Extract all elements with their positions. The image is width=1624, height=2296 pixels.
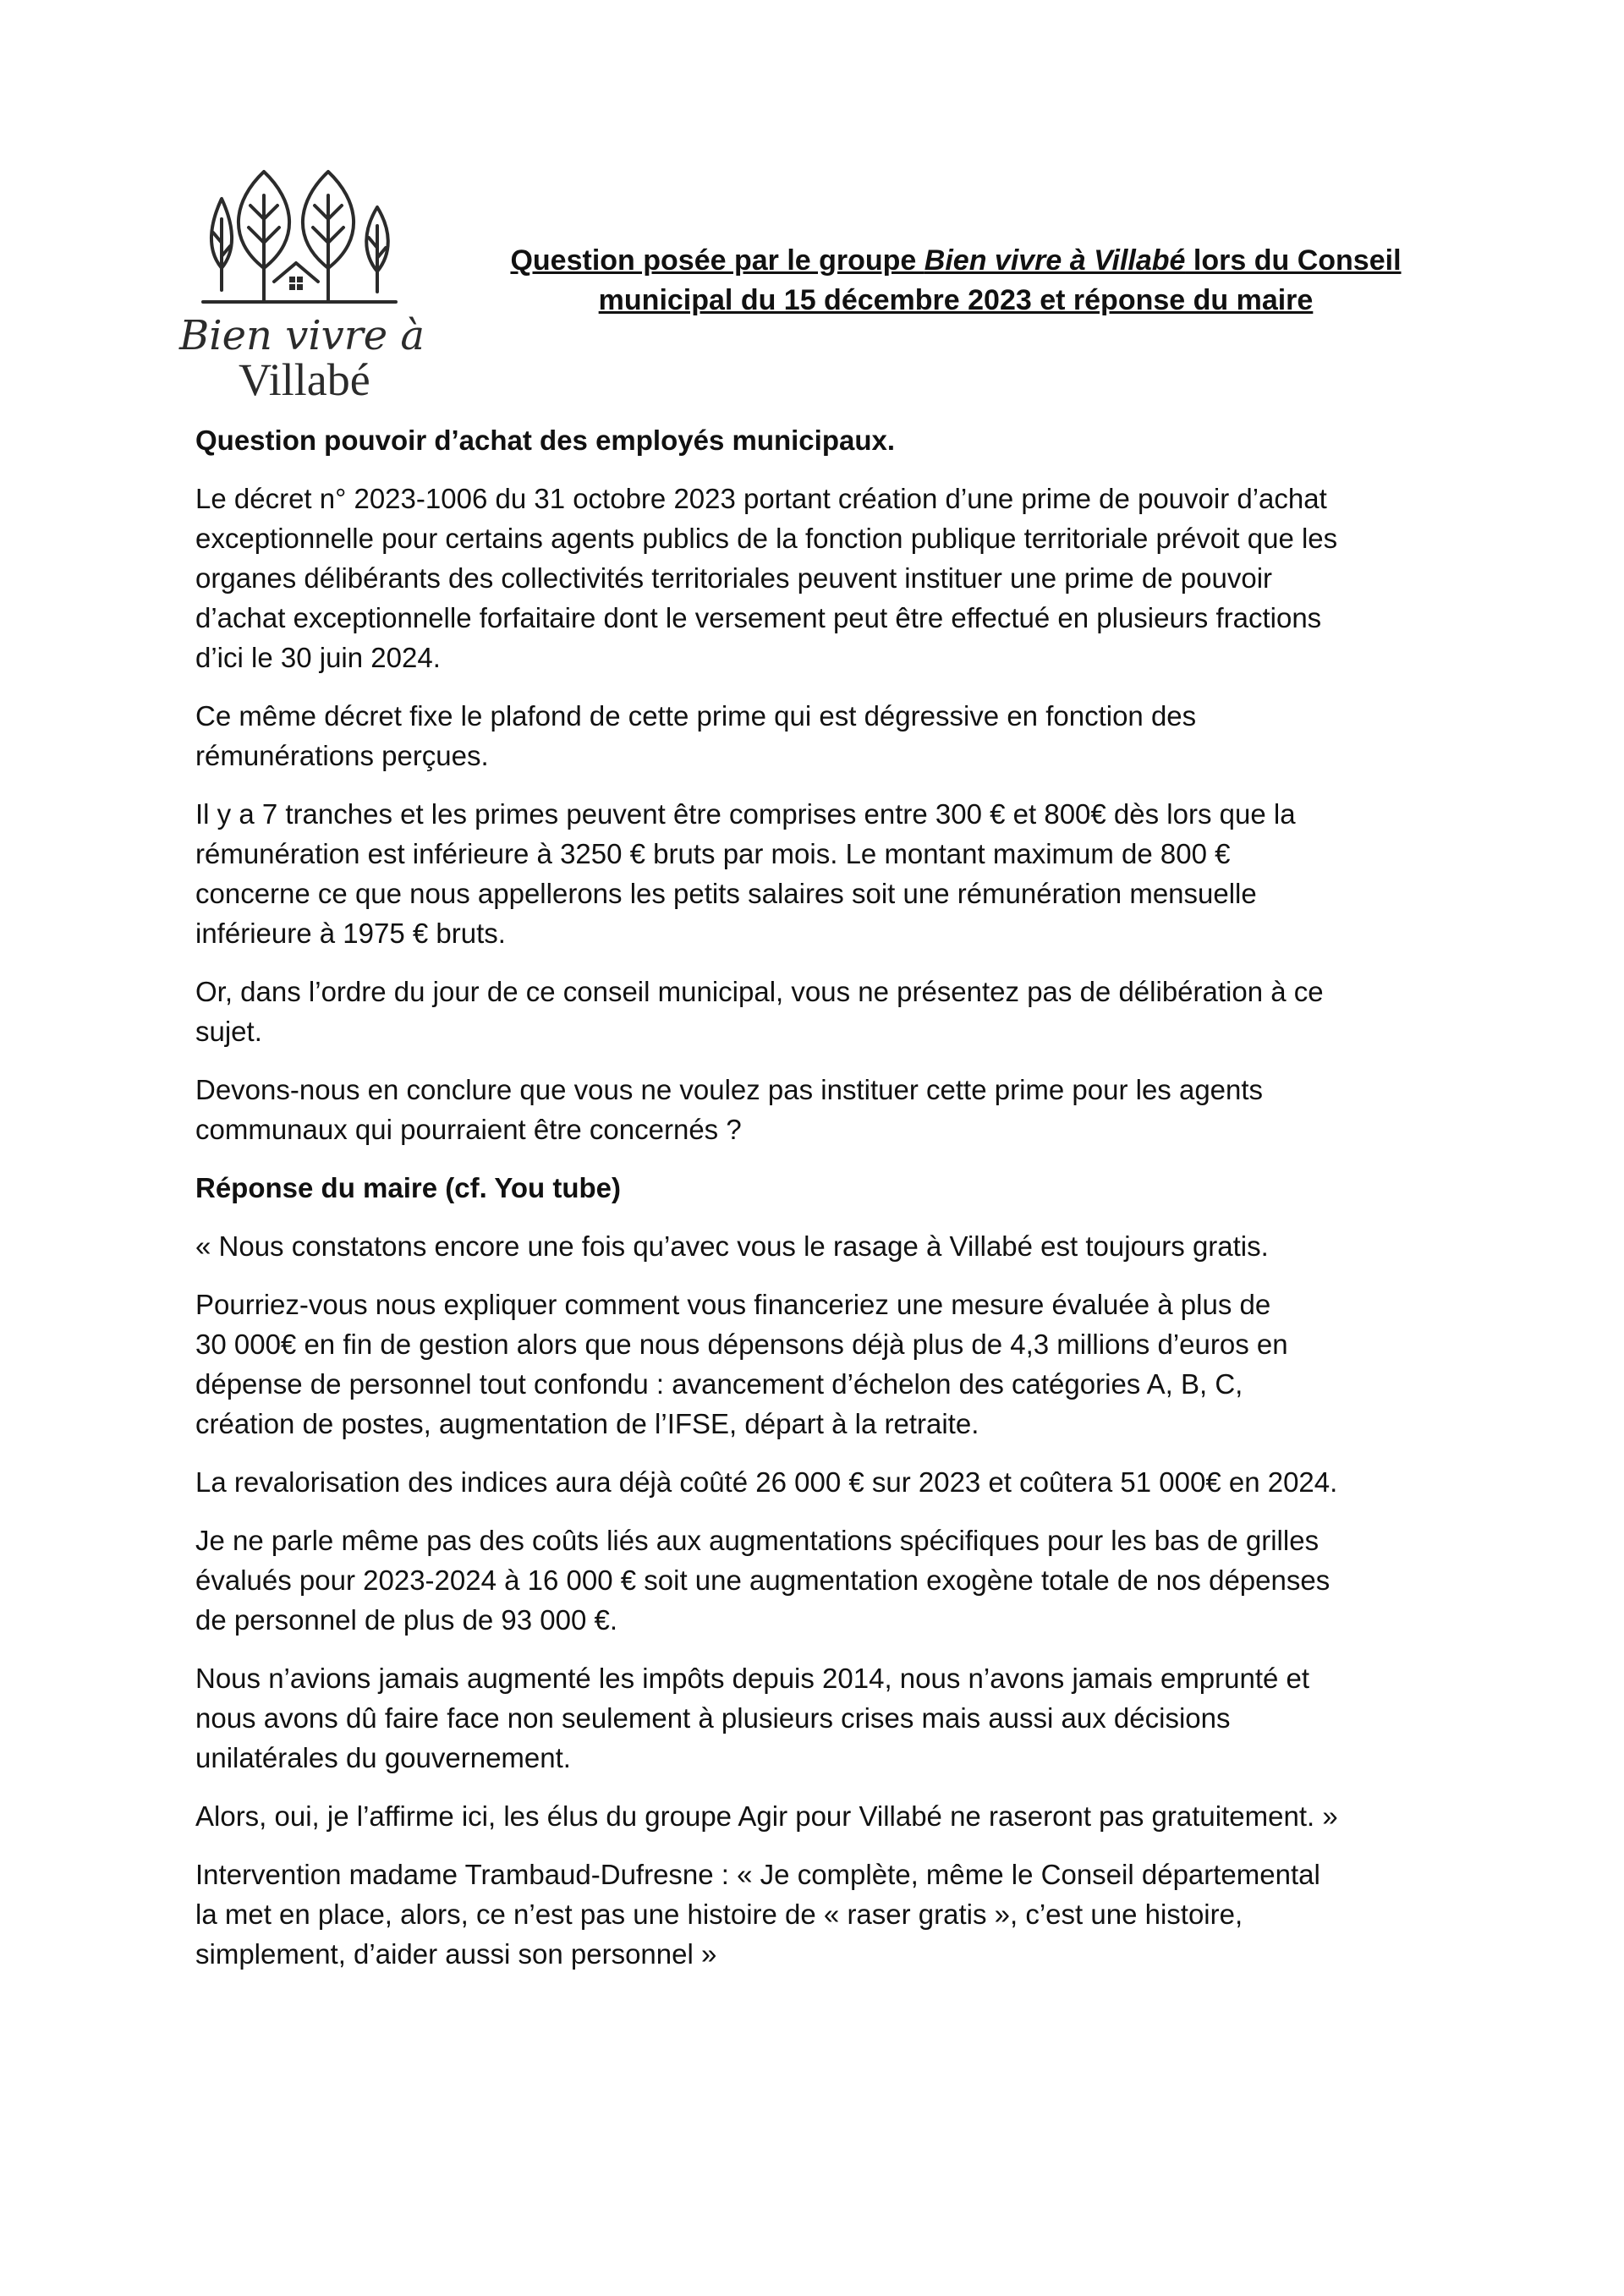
paragraph-line: organes délibérants des collectivités territoriales peuvent instituer une prime de pouvoir <box>195 562 1273 594</box>
title-part1: Question posée par le groupe <box>510 244 924 277</box>
document-title <box>474 241 1438 321</box>
paragraph-line: simplement, d’aider aussi son personnel » <box>195 1938 717 1970</box>
paragraph-line: la met en place, alors, ce n’est pas une histoire de « raser gratis », c’est une histoire, <box>195 1899 1243 1930</box>
title-line2: municipal du 15 décembre 2023 et réponse du maire <box>598 284 1314 316</box>
paragraph-line: dépense de personnel tout confondu : avancement d’échelon des catégories A, B, C, <box>195 1368 1243 1400</box>
paragraph-line: rémunération est inférieure à 3250 € bruts par mois. Le montant maximum de 800 € <box>195 838 1231 869</box>
paragraph-line: d’achat exceptionnelle forfaitaire dont le versement peut être effectué en plusieurs fractions <box>195 602 1322 633</box>
paragraph-line: Devons-nous en conclure que vous ne voulez pas instituer cette prime pour les agents <box>195 1074 1264 1105</box>
question-section <box>195 479 1447 1149</box>
paragraph <box>195 1462 1447 1502</box>
paragraph <box>195 479 1447 677</box>
paragraph-line: inférieure à 1975 € bruts. <box>195 918 506 949</box>
paragraph-line: « Nous constatons encore une fois qu’avec vous le rasage à Villabé est toujours gratis. <box>195 1230 1269 1262</box>
paragraph <box>195 1070 1447 1149</box>
paragraph <box>195 1855 1447 1974</box>
paragraph <box>195 1796 1447 1836</box>
paragraph <box>195 696 1447 775</box>
logo-tagline: Bien vivre à <box>179 312 425 359</box>
paragraph-line: sujet. <box>195 1016 262 1047</box>
paragraph-line: La revalorisation des indices aura déjà coûté 26 000 € sur 2023 et coûtera 51 000€ en 2024. <box>195 1466 1338 1498</box>
answer-heading: Réponse du maire (cf. You tube) <box>195 1172 622 1203</box>
paragraph <box>195 1285 1447 1444</box>
title-group-name: Bien vivre à Villabé <box>924 244 1186 277</box>
paragraph-line: Le décret n° 2023-1006 du 31 octobre 2023 portant création d’une prime de pouvoir d’achat <box>195 483 1327 514</box>
logo-town: Villabé <box>239 354 370 402</box>
paragraph-line: Il y a 7 tranches et les primes peuvent être comprises entre 300 € et 800€ dès lors que la <box>195 798 1296 830</box>
paragraph <box>195 794 1447 953</box>
paragraph <box>195 1658 1447 1778</box>
paragraph-line: Intervention madame Trambaud-Dufresne : « Je complète, même le Conseil départemental <box>195 1859 1320 1890</box>
answer-section <box>195 1226 1447 1974</box>
paragraph-line: Nous n’avions jamais augmenté les impôts depuis 2014, nous n’avons jamais emprunté et <box>195 1663 1310 1694</box>
question-heading: Question pouvoir d’achat des employés municipaux. <box>195 425 896 456</box>
paragraph-line: Alors, oui, je l’affirme ici, les élus du groupe Agir pour Villabé ne raseront pas gratuitement. » <box>195 1800 1338 1832</box>
paragraph-line: concerne ce que nous appellerons les petits salaires soit une rémunération mensuelle <box>195 878 1257 909</box>
paragraph-line: création de postes, augmentation de l’IFSE, départ à la retraite. <box>195 1408 979 1439</box>
paragraph-line: 30 000€ en fin de gestion alors que nous dépensons déjà plus de 4,3 millions d’euros en <box>195 1329 1288 1360</box>
paragraph-line: d’ici le 30 juin 2024. <box>195 642 441 673</box>
paragraph-line: Ce même décret fixe le plafond de cette prime qui est dégressive en fonction des <box>195 700 1197 732</box>
paragraph-line: exceptionnelle pour certains agents publics de la fonction publique territoriale prévoit que les <box>195 523 1338 554</box>
paragraph-line: unilatérales du gouvernement. <box>195 1742 571 1773</box>
paragraph-line: rémunérations perçues. <box>195 740 489 771</box>
paragraph-line: Or, dans l’ordre du jour de ce conseil municipal, vous ne présentez pas de délibération à ce <box>195 976 1324 1007</box>
paragraph-line: Je ne parle même pas des coûts liés aux augmentations spécifiques pour les bas de grilles <box>195 1525 1320 1556</box>
document-body <box>195 420 1447 1992</box>
paragraph <box>195 972 1447 1051</box>
paragraph <box>195 1521 1447 1640</box>
paragraph <box>195 1226 1447 1266</box>
paragraph-line: évalués pour 2023-2024 à 16 000 € soit une augmentation exogène totale de nos dépenses <box>195 1564 1330 1596</box>
paragraph-line: de personnel de plus de 93 000 €. <box>195 1604 618 1636</box>
bien-vivre-a-villabe-logo <box>178 165 465 402</box>
title-part2: lors du Conseil <box>1185 244 1402 277</box>
paragraph-line: Pourriez-vous nous expliquer comment vous financeriez une mesure évaluée à plus de <box>195 1289 1271 1320</box>
paragraph-line: nous avons dû faire face non seulement à plusieurs crises mais aussi aux décisions <box>195 1702 1231 1734</box>
paragraph-line: communaux qui pourraient être concernés ? <box>195 1114 742 1145</box>
